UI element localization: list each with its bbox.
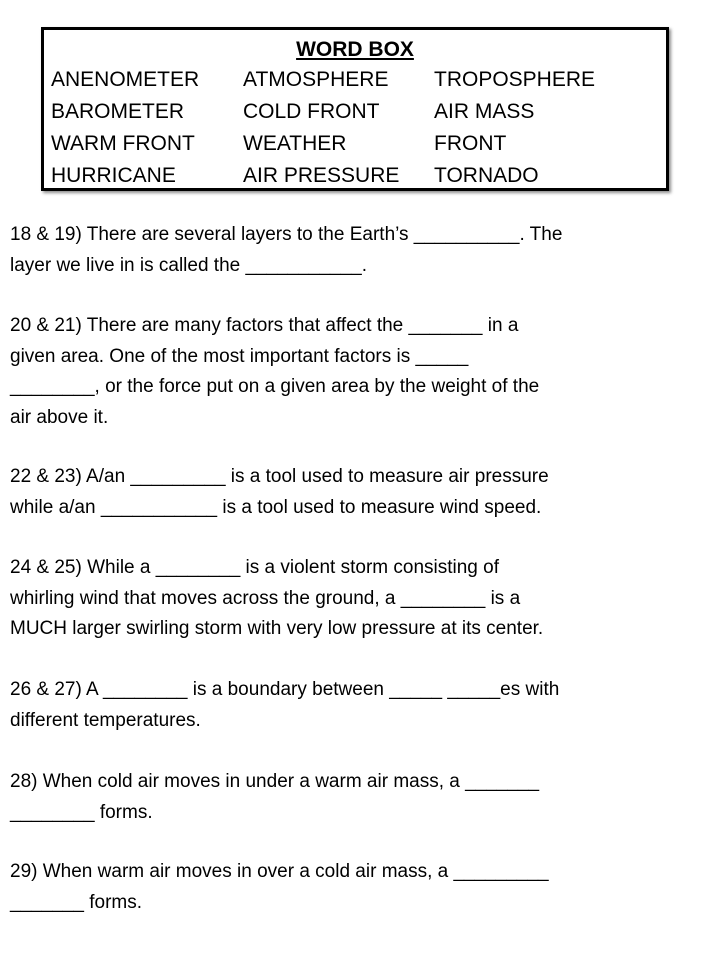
word-box-title: WORD BOX: [296, 38, 414, 61]
question-28: [10, 767, 710, 828]
word-box-term: WEATHER: [243, 132, 347, 155]
question-line: 20 & 21) There are many factors that affect the _______ in a: [10, 315, 519, 336]
word-box-term: BAROMETER: [51, 100, 185, 123]
word-box-term: FRONT: [434, 132, 507, 155]
question-line: ________ forms.: [10, 801, 153, 823]
question-line: given area. One of the most important factors is _____: [10, 345, 469, 367]
question-line: layer we live in is called the ___________.: [10, 254, 368, 276]
question-24-25: [10, 553, 710, 645]
word-box-term: AIR PRESSURE: [243, 164, 400, 187]
question-line: 24 & 25) While a ________ is a violent storm consisting of: [10, 557, 499, 578]
word-box-term: ANENOMETER: [51, 68, 200, 91]
question-line: air above it.: [10, 406, 109, 428]
question-line: different temperatures.: [10, 709, 201, 731]
question-line: 28) When cold air moves in under a warm air mass, a _______: [10, 771, 540, 792]
word-box-term: TORNADO: [434, 164, 539, 187]
question-18-19: [10, 220, 710, 281]
word-box-term: ATMOSPHERE: [243, 68, 389, 91]
word-box-term: WARM FRONT: [51, 132, 195, 155]
word-box-term: HURRICANE: [51, 164, 176, 187]
question-20-21: [10, 311, 710, 433]
question-line: ________, or the force put on a given area by the weight of the: [10, 376, 540, 397]
question-line: 29) When warm air moves in over a cold air mass, a _________: [10, 861, 549, 882]
question-line: while a/an ___________ is a tool used to measure wind speed.: [10, 496, 542, 518]
word-box: [41, 27, 669, 191]
question-line: whirling wind that moves across the ground, a ________ is a: [10, 587, 521, 609]
question-line: 26 & 27) A ________ is a boundary between _____ _____es with: [10, 679, 560, 700]
question-line: MUCH larger swirling storm with very low pressure at its center.: [10, 618, 544, 639]
question-line: _______ forms.: [10, 891, 143, 913]
word-box-term: TROPOSPHERE: [434, 68, 596, 91]
word-box-term: COLD FRONT: [243, 100, 380, 123]
question-22-23: [10, 462, 710, 523]
question-29: [10, 857, 710, 918]
question-line: 22 & 23) A/an _________ is a tool used to measure air pressure: [10, 466, 549, 487]
question-26-27: [10, 675, 710, 736]
question-line: 18 & 19) There are several layers to the Earth’s __________. The: [10, 224, 563, 245]
word-box-term: AIR MASS: [434, 100, 535, 123]
